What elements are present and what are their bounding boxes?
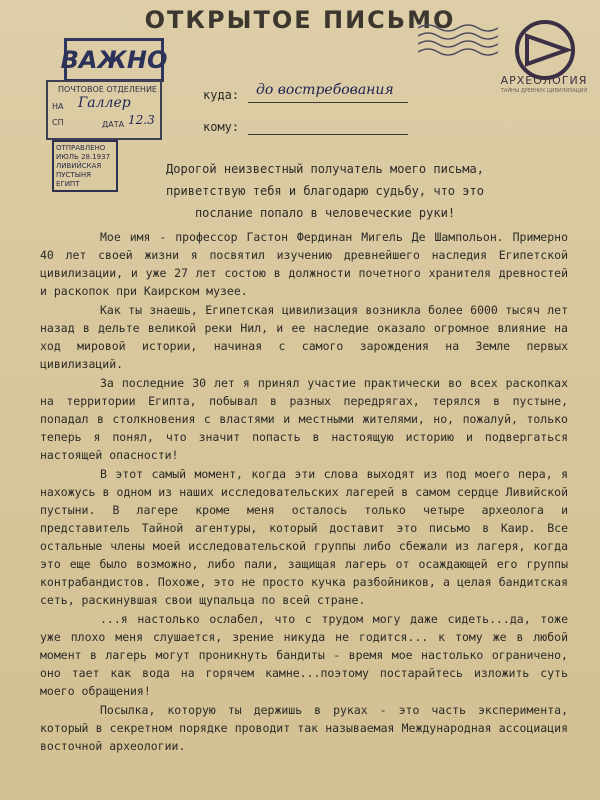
whom-label: кому: <box>203 120 240 134</box>
returned-stamp-line: ИЮЛЬ 28.1937 <box>56 153 111 161</box>
letter-title: ОТКРЫТОЕ ПИСЬМО <box>144 6 456 34</box>
post-office-date-label: ДАТА <box>102 120 125 129</box>
to-line <box>248 102 408 103</box>
postmark-wavy-lines <box>418 20 498 60</box>
whom-line <box>248 134 408 135</box>
returned-stamp-line: ОТПРАВЛЕНО <box>56 144 106 152</box>
post-office-title: ПОЧТОВОЕ ОТДЕЛЕНИЕ <box>58 85 157 94</box>
post-office-stamp <box>46 80 162 140</box>
post-office-date: 12.3 <box>128 113 155 127</box>
post-office-label: НА <box>52 102 64 111</box>
important-stamp: ВАЖНО <box>64 38 164 82</box>
returned-stamp-line: ЛИВИЙСКАЯ <box>56 162 102 170</box>
post-office-label-2: СП <box>52 118 64 127</box>
letter-paragraph: Посылка, которую ты держишь в руках - это часть эксперимента, который в секретном порядке проводит так называемая Международная ассоциация восточной археологии. <box>40 703 568 753</box>
to-value: до востребования <box>256 82 394 98</box>
letter-paragraph: Как ты знаешь, Египетская цивилизация возникла более 6000 тысяч лет назад в дельте великой реки Нил, и ее наследие оказало огромное влияние на ход мировой истории, начиная с самого зарождения на Земле первых цивилизаций. <box>40 303 568 371</box>
to-label: куда: <box>203 88 240 102</box>
logo-tagline: ТАЙНЫ ДРЕВНИХ ЦИВИЛИЗАЦИЙ <box>500 88 588 94</box>
letter-body <box>40 228 568 755</box>
logo-name: АРХЕОЛОГИЯ <box>500 74 588 87</box>
letter-paragraph: ...я настолько ослабел, что с трудом могу даже сидеть...да, тоже уже плохо меня слушается, зрение никуда не годится... к тому же в любой момент в лагерь могут проникнуть бандиты - время мое настолько ограничено, оно тает как вода на горячем камне...поэтому постарайтесь изложить суть моего обращения! <box>40 612 568 698</box>
returned-stamp-line: ПУСТЫНЯ ЕГИПТ <box>56 171 91 188</box>
letter-paragraph: В этот самый момент, когда эти слова выходят из под моего пера, я нахожусь в одном из наших исследовательских лагерей в самом сердце Ливийской пустыни. В лагере кроме меня осталось только четыре археолога и представитель Тайной агентуры, который доставит это письмо в Каир. Все остальные члены моей исследовательской группы либо сбежали из лагеря, когда это еще было возможно, либо пали, защищая лагерь от осаждающей его группы контрабандистов. Похоже, это не просто кучка разбойников, а целая бандитская сеть, раскинувшая свои щупальца по всей стране. <box>40 467 568 607</box>
letter-paragraph: За последние 30 лет я принял участие практически во всех раскопках на территории Египта, побывал в разных передрягах, терялся в пустыне, попадал в столкновения с властями и местными жителями, но, пожалуй, только теперь я понял, что значит попасть в настоящую историю и подвергаться настоящей опасности! <box>40 376 568 462</box>
post-office-signature: Галлер <box>78 95 131 111</box>
letter-paragraph: Мое имя - профессор Гастон Фердинан Мигель Де Шампольон. Примерно 40 лет своей жизни я посвятил изучению древнейшего наследия Египетской цивилизации, и уже 27 лет состою в должности почетного хранителя древностей и раскопок при Каирском музее. <box>40 230 568 298</box>
returned-stamp <box>52 140 118 192</box>
letter-greeting: Дорогой неизвестный получатель моего письма, приветствую тебя и благодарю судьбу, что это послание попало в человеческие руки! <box>166 162 484 220</box>
